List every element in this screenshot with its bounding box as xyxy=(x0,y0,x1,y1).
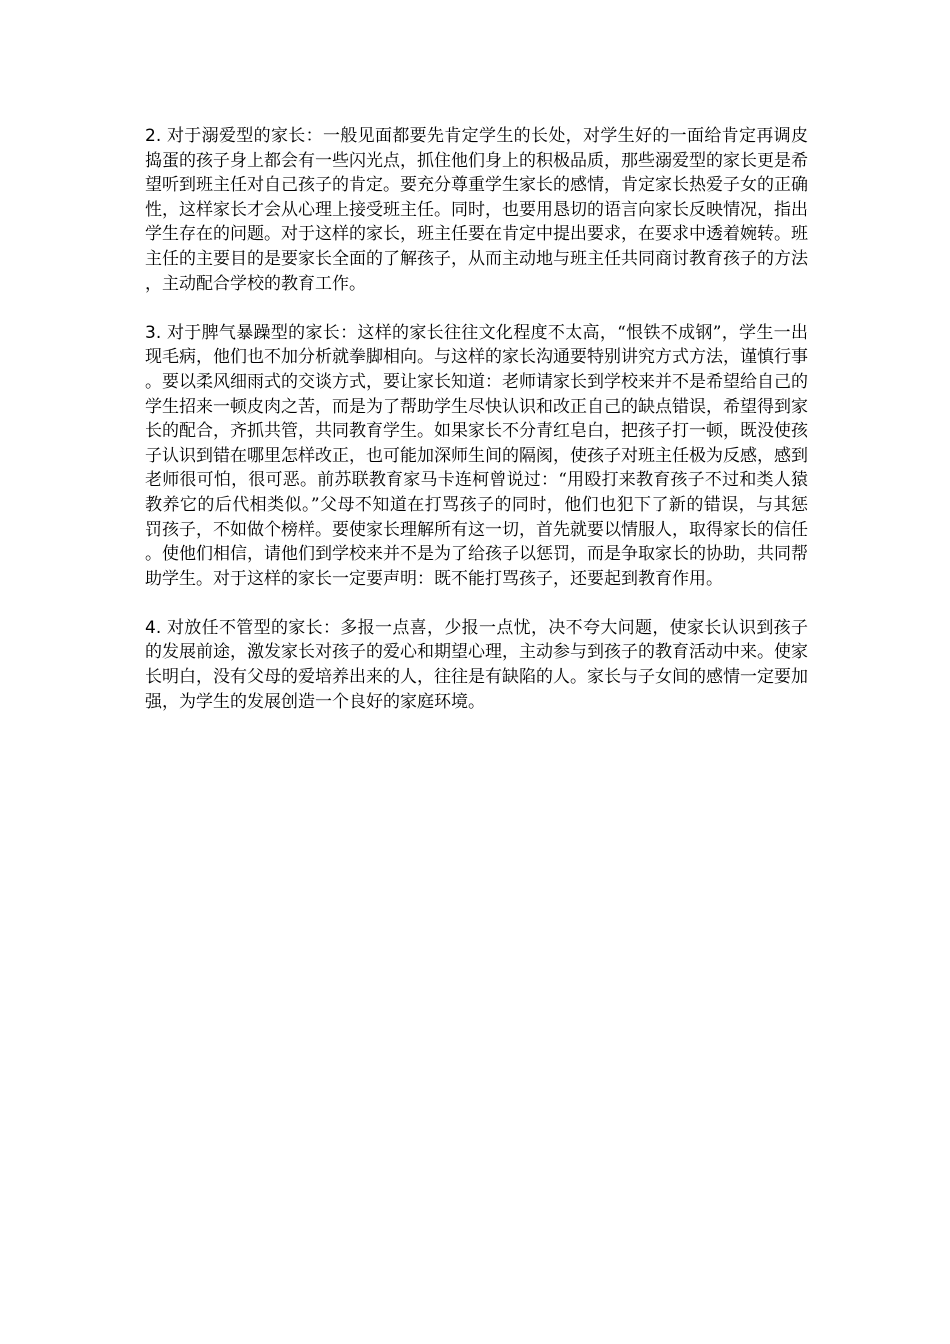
paragraph-text: 对放任不管型的家长：多报一点喜，少报一点忧，决不夸大问题，使家长认识到孩子的发展前途，激发家长对孩子的爱心和期望心理，主动参与到孩子的教育活动中来。使家长明白，没有父母的爱培养出来的人，往往是有缺陷的人。家长与子女间的感情一定要加强，为学生的发展创造一个良好的家庭环境。 xyxy=(145,617,808,712)
paragraph-number: 4. xyxy=(145,617,162,638)
paragraph-number: 2. xyxy=(145,126,162,146)
paragraph-2 xyxy=(145,124,808,296)
paragraph-3 xyxy=(145,321,808,592)
paragraph-number: 3. xyxy=(145,322,162,343)
paragraph-4 xyxy=(145,616,808,714)
document-page xyxy=(145,124,808,739)
paragraph-text: 对于脾气暴躁型的家长：这样的家长往往文化程度不太高，“恨铁不成钢”，学生一出现毛病，他们也不加分析就拳脚相向。与这样的家长沟通要特别讲究方式方法，谨慎行事。要以柔风细雨式的交谈方式，要让家长知道：老师请家长到学校来并不是希望给自己的学生招来一顿皮肉之苦，而是为了帮助学生尽快认识和改正自己的缺点错误，希望得到家长的配合，齐抓共管，共同教育学生。如果家长不分青红皂白，把孩子打一顿，既没使孩子认识到错在哪里怎样改正，也可能加深师生间的隔阂，使孩子对班主任极为反感，感到老师很可怕，很可恶。前苏联教育家马卡连柯曾说过：“用殴打来教育孩子不过和类人猿教养它的后代相类似。”父母不知道在打骂孩子的同时，他们也犯下了新的错误，与其惩罚孩子，不如做个榜样。要使家长理解所有这一切，首先就要以情服人，取得家长的信任。使他们相信，请他们到学校来并不是为了给孩子以惩罚，而是争取家长的协助，共同帮助学生。对于这样的家长一定要声明：既不能打骂孩子，还要起到教育作用。 xyxy=(145,322,808,589)
paragraph-text: 对于溺爱型的家长：一般见面都要先肯定学生的长处，对学生好的一面给肯定再调皮捣蛋的孩子身上都会有一些闪光点，抓住他们身上的积极品质，那些溺爱型的家长更是希望听到班主任对自己孩子的肯定。要充分尊重学生家长的感情，肯定家长热爱子女的正确性，这样家长才会从心理上接受班主任。同时，也要用恳切的语言向家长反映情况，指出学生存在的问题。对于这样的家长，班主任要在肯定中提出要求，在要求中透着婉转。班主任的主要目的是要家长全面的了解孩子，从而主动地与班主任共同商讨教育孩子的方法，主动配合学校的教育工作。 xyxy=(145,126,808,294)
